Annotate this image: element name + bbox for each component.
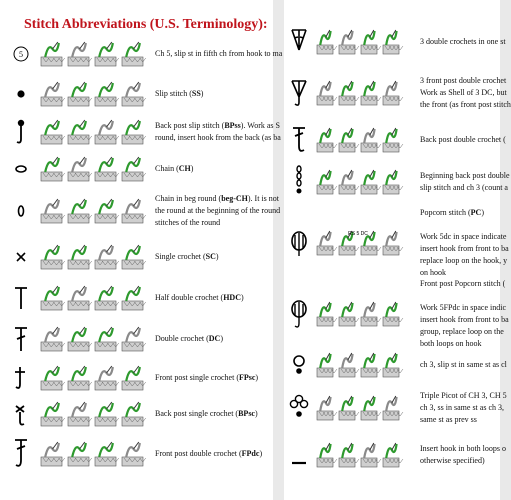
description-line (155, 217, 280, 229)
description-text-end: ) (259, 449, 263, 458)
description-text: Work 5dc in space indicate (420, 232, 507, 241)
t-icon (12, 280, 30, 316)
description-line (420, 314, 509, 326)
description-line (420, 134, 506, 146)
stitch-diagram-illustration (38, 79, 146, 109)
description-line (420, 255, 509, 267)
description-line (420, 170, 510, 182)
description-line (155, 163, 193, 175)
stitch-abbreviation: CH (178, 164, 191, 173)
description-line (420, 231, 509, 243)
stitch-row-shell3 (284, 22, 506, 62)
description-line (155, 333, 223, 345)
stitch-description (155, 372, 258, 384)
stitch-row-begbpss (284, 160, 510, 204)
description-text: Beginning back post double (420, 171, 510, 180)
back-post-hook-icon (12, 396, 30, 432)
illustration-label: RS 5 DC (348, 231, 368, 237)
triple-picot-icon (290, 390, 308, 426)
description-line (420, 414, 507, 426)
description-line (155, 372, 258, 384)
stitch-diagram-illustration (314, 393, 402, 423)
stitch-description (420, 36, 506, 48)
stitch-diagram-illustration (314, 167, 402, 197)
stitch-diagram-illustration (38, 196, 146, 226)
description-text: Triple Picot of CH 3, CH 5 (420, 391, 507, 400)
description-line (420, 443, 506, 455)
stitch-abbreviation: beg-CH (221, 194, 248, 203)
stitch-diagram-illustration (38, 439, 146, 469)
description-line (155, 448, 262, 460)
description-line (420, 359, 507, 371)
stitch-description (155, 251, 219, 263)
description-text: Work 5FPdc in space indic (420, 303, 507, 312)
stitch-description (155, 408, 258, 420)
description-text: Front post Popcorn stitch ( (420, 279, 506, 288)
stitch-description (420, 207, 509, 279)
description-text: insert hook from front to ba (420, 315, 509, 324)
description-line (420, 278, 509, 290)
description-text: Half double crochet ( (155, 293, 224, 302)
description-text: replace loop on the hook, y (420, 256, 508, 265)
description-text: Insert hook in both loops o (420, 444, 506, 453)
stitch-diagram-illustration (314, 350, 402, 380)
dot-icon (12, 76, 30, 112)
description-line (420, 87, 511, 99)
description-line (155, 292, 244, 304)
description-line (420, 182, 510, 194)
description-text: the front (as front post stitch (420, 100, 511, 109)
stitch-abbreviation: SS (191, 89, 201, 98)
stitch-diagram-illustration (314, 440, 402, 470)
description-line (155, 251, 219, 263)
stitch-diagram-illustration (314, 27, 402, 57)
description-text: Chain ( (155, 164, 179, 173)
description-line (420, 390, 507, 402)
description-line (420, 219, 509, 231)
stitch-abbreviation: HDC (223, 293, 241, 302)
stitch-description (420, 278, 509, 350)
stitch-row-dc (0, 320, 273, 358)
stitch-diagram-illustration (38, 363, 146, 393)
description-text: Back post slip stitch ( (155, 121, 225, 130)
description-text: Back post double crochet ( (420, 135, 506, 144)
description-text-end: ) (190, 164, 194, 173)
description-text-end: ) (215, 252, 219, 261)
back-post-slip-stitch-icon (12, 114, 30, 150)
description-line (155, 88, 203, 100)
stitch-description (420, 170, 510, 194)
back-post-double-hook-icon (290, 122, 308, 158)
description-text: otherwise specified) (420, 456, 485, 465)
vertical-oval-icon (12, 193, 30, 229)
description-text: Single crochet ( (155, 252, 206, 261)
stitch-diagram-illustration (38, 283, 146, 313)
stitch-description (420, 75, 511, 111)
description-text-end: ) (220, 334, 223, 343)
description-text: stitches of the round (155, 218, 221, 227)
description-text-end: ) (255, 373, 259, 382)
description-text: 3 front post double crochet (420, 76, 507, 85)
stitch-description (155, 88, 203, 100)
description-text: both loops on hook (420, 339, 482, 348)
description-text: Slip stitch ( (155, 89, 192, 98)
stitch-row-bpdc (284, 122, 506, 158)
stitch-description (155, 448, 262, 460)
stitch-abbreviation: DC (208, 334, 221, 343)
popcorn-hook-icon (290, 296, 308, 332)
description-text: Back post single crochet ( (155, 409, 239, 418)
fan-hook-icon (290, 75, 308, 111)
stitch-description (155, 163, 193, 175)
description-line (155, 132, 281, 144)
oval-icon (12, 151, 30, 187)
stitch-row-ss (0, 76, 273, 112)
description-text-end: ). Work as S (240, 121, 280, 130)
description-line (155, 408, 258, 420)
popcorn-icon (290, 225, 308, 261)
description-line (420, 290, 509, 302)
stitch-row-ch (0, 152, 273, 186)
stitch-description (420, 390, 507, 426)
front-post-double-hook-icon (12, 436, 30, 472)
stitch-abbreviation: PC (470, 208, 482, 217)
stitch-abbreviation: FPdc (241, 449, 260, 458)
stitch-row-begch (0, 186, 281, 236)
description-text: Double crochet ( (155, 334, 209, 343)
stitch-description (420, 443, 506, 467)
stitch-abbreviation: BPsc (238, 409, 255, 418)
description-line (420, 302, 509, 314)
stitch-description (155, 333, 223, 345)
stitch-row-bothloops (284, 434, 506, 476)
stitch-description (155, 120, 281, 144)
description-text-end: ) (481, 208, 485, 217)
description-line (155, 48, 282, 60)
chain-hook-icon (290, 164, 308, 200)
stitch-diagram-illustration (38, 324, 146, 354)
description-text-end: ) (254, 409, 258, 418)
stitch-row-bpss (0, 114, 281, 150)
description-text: the round at the beginning of the round (155, 206, 281, 215)
stitch-row-bpsc (0, 396, 273, 432)
stitch-row-hdc (0, 278, 273, 318)
stitch-diagram-illustration (38, 117, 146, 147)
description-line (155, 193, 280, 205)
circled-5-icon (12, 36, 30, 72)
stitch-diagram-illustration (38, 154, 146, 184)
description-text: insert hook from front to ba (420, 244, 509, 253)
stitch-row-fppc (284, 279, 509, 348)
description-text: Chain in beg round ( (155, 194, 222, 203)
description-text: on hook (420, 268, 446, 277)
stitch-row-sc (0, 238, 273, 276)
stitch-description (155, 292, 244, 304)
stitch-diagram-illustration (38, 399, 146, 429)
stitch-abbreviation: BPss (224, 121, 241, 130)
stitch-diagram-illustration (38, 242, 146, 272)
description-text: 3 double crochets in one st (420, 37, 506, 46)
stitch-diagram-illustration (314, 125, 402, 155)
description-text: ch 3, ss in same st as ch 3, (420, 403, 504, 412)
stitch-diagram-illustration (314, 299, 402, 329)
description-line (420, 36, 506, 48)
page-title: Stitch Abbreviations (U.S. Terminology): (24, 17, 268, 32)
stitch-description (155, 48, 282, 60)
description-line (420, 243, 509, 255)
stitch-description (420, 134, 506, 146)
description-text: Front post double crochet ( (155, 449, 242, 458)
description-text: Popcorn stitch ( (420, 208, 471, 217)
description-text: slip stitch and ch 3 (count a (420, 183, 508, 192)
stitch-diagram-illustration (38, 39, 146, 69)
stitch-row-picot (284, 348, 507, 382)
description-text: Ch 5, slip st in fifth ch from hook to ma (155, 49, 283, 58)
stitch-row-fpdc (0, 432, 273, 476)
description-text: ch 3, slip st in same st as cl (420, 360, 507, 369)
stitch-abbreviation: FPsc (238, 373, 256, 382)
stitch-row-triplepicot (284, 384, 507, 432)
description-text: Work as Shell of 3 DC, but (420, 88, 507, 97)
description-text-end: ) (240, 293, 244, 302)
underline-bar-icon (290, 437, 308, 473)
stitch-row-fpshell (284, 66, 511, 120)
description-line (420, 455, 506, 467)
description-line (155, 205, 280, 217)
description-text-end: ) (200, 89, 204, 98)
stitch-description (420, 359, 507, 371)
ring-number-label: 5 (19, 50, 23, 59)
description-text: Front post single crochet ( (155, 373, 239, 382)
description-text: group, replace loop on the (420, 327, 504, 336)
picot-icon (290, 347, 308, 383)
stitch-description (155, 193, 280, 229)
description-line (155, 120, 281, 132)
description-text: round, insert hook from the back (as ba (155, 133, 281, 142)
description-text: same st as prev ss (420, 415, 477, 424)
stitch-row-ch5 (0, 36, 283, 72)
right-page (284, 0, 511, 500)
crossed-t-icon (12, 321, 30, 357)
x-icon (12, 239, 30, 275)
description-line (420, 402, 507, 414)
description-text-end: ). It is not (247, 194, 279, 203)
stitch-diagram-illustration (314, 228, 402, 258)
stitch-diagram-illustration (314, 78, 402, 108)
description-line (420, 99, 511, 111)
description-line (420, 326, 509, 338)
description-line (420, 75, 511, 87)
description-line (420, 207, 509, 219)
stitch-row-fpsc (0, 360, 273, 396)
fan-icon (290, 24, 308, 60)
front-post-hook-icon (12, 360, 30, 396)
stitch-row-pc (284, 206, 509, 280)
stitch-abbreviation: SC (205, 252, 216, 261)
